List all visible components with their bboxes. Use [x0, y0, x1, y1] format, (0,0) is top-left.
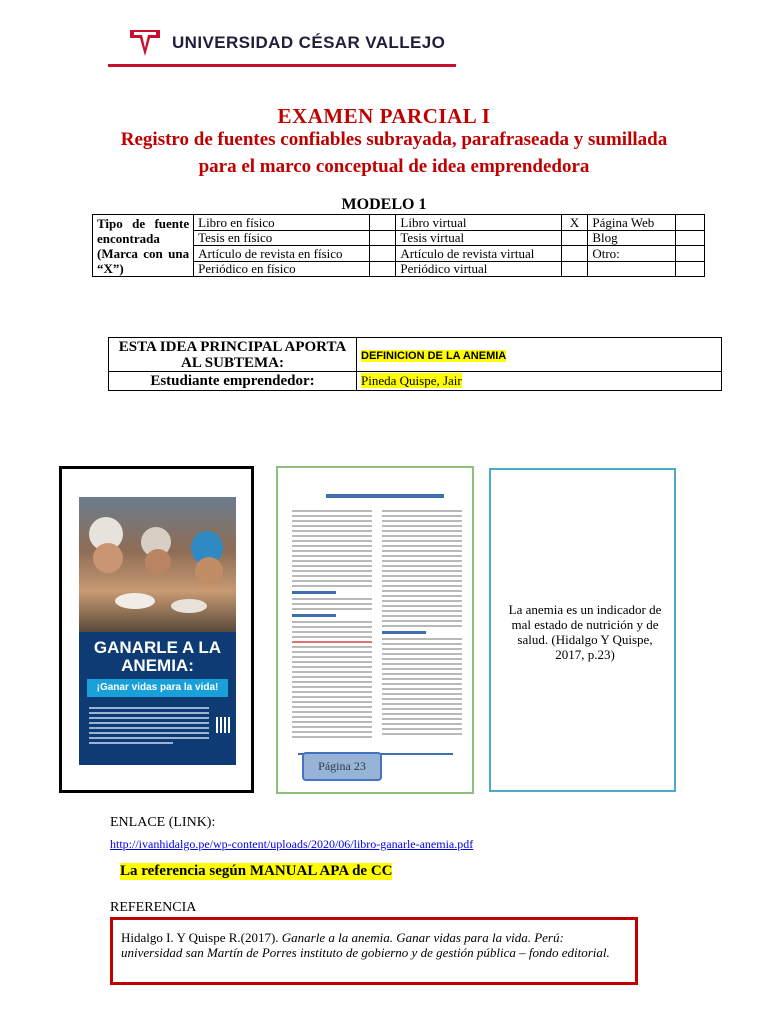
page-number-button[interactable]: Página 23	[302, 752, 382, 781]
option-checkbox[interactable]	[561, 261, 588, 277]
source-type-table	[92, 214, 705, 277]
cover-photo	[79, 497, 236, 632]
summary-box	[489, 468, 676, 792]
child-face-shape	[93, 543, 123, 573]
source-link[interactable]: http://ivanhidalgo.pe/wp-content/uploads/2020/06/libro-ganarle-anemia.pdf	[110, 837, 474, 851]
option-label: Artículo de revista en físico	[194, 246, 369, 262]
reference-title: Ganarle a la anemia. Ganar vidas para la vida. Perú: universidad san Martín de Porres instituto de gobierno y de gestión pública – fondo editorial.	[121, 930, 610, 960]
cover-artwork	[79, 497, 236, 765]
header-divider	[108, 64, 456, 67]
qr-code-icon	[216, 717, 230, 733]
cover-text-block	[89, 707, 209, 747]
option-label: Página Web	[588, 215, 676, 231]
book-page-image	[276, 466, 474, 794]
option-label: Periódico virtual	[396, 261, 561, 277]
university-logo	[128, 26, 445, 60]
option-checkbox[interactable]	[676, 230, 705, 246]
option-checkbox[interactable]	[369, 261, 396, 277]
option-label: Blog	[588, 230, 676, 246]
option-label: Tesis en físico	[194, 230, 369, 246]
student-cell[interactable]	[357, 372, 722, 391]
table-row	[93, 215, 705, 231]
link-label: ENLACE (LINK):	[110, 815, 216, 830]
page-column-left	[292, 510, 372, 741]
option-checkbox[interactable]	[369, 215, 396, 231]
option-checkbox[interactable]	[369, 246, 396, 262]
book-cover-image	[59, 466, 254, 793]
option-checkbox[interactable]	[676, 246, 705, 262]
option-label: Libro en físico	[194, 215, 369, 231]
student-value: Pineda Quispe, Jair	[361, 373, 462, 388]
option-checkbox[interactable]	[676, 215, 705, 231]
reference-authors: Hidalgo I. Y Quispe R.(2017).	[121, 930, 282, 945]
subtopic-label: ESTA IDEA PRINCIPAL APORTA AL SUBTEMA:	[109, 338, 357, 372]
reference-text	[121, 930, 627, 960]
reference-label: REFERENCIA	[110, 900, 197, 915]
summary-text: La anemia es un indicador de mal estado de nutrición y de salud. (Hidalgo Y Quispe, 2017, p.23)	[508, 602, 662, 662]
plate-shape	[115, 593, 155, 609]
option-checkbox[interactable]	[676, 261, 705, 277]
option-label: Otro:	[588, 246, 676, 262]
cover-title: GANARLE A LA ANEMIA:	[93, 638, 222, 675]
model-title: MODELO 1	[341, 196, 427, 213]
apa-heading: La referencia según MANUAL APA de CC	[120, 863, 393, 879]
table-row	[109, 338, 722, 372]
option-label: Periódico en físico	[194, 261, 369, 277]
page-column-right	[382, 510, 462, 738]
option-checkbox[interactable]	[369, 230, 396, 246]
plate-shape	[171, 599, 207, 613]
option-checkbox[interactable]	[561, 230, 588, 246]
option-label: Artículo de revista virtual	[396, 246, 561, 262]
option-checkbox[interactable]	[561, 246, 588, 262]
source-type-label: Tipo de fuente encontrada (Marca con una “X”)	[93, 215, 194, 277]
subtopic-value: DEFINICION DE LA ANEMIA	[361, 349, 507, 362]
table-row	[109, 372, 722, 391]
exam-title: EXAMEN PARCIAL I	[277, 104, 491, 128]
subtopic-cell[interactable]	[357, 338, 722, 372]
idea-table	[108, 337, 722, 391]
option-label	[588, 261, 676, 277]
page-heading-bar	[326, 494, 444, 498]
cover-banner: ¡Ganar vidas para la vida!	[87, 679, 228, 697]
exam-subtitle: Registro de fuentes confiables subrayada, parafraseada y sumillada para el marco conceptual de idea emprendedora	[120, 129, 668, 177]
child-face-shape	[195, 557, 223, 585]
option-checkbox[interactable]: X	[561, 215, 588, 231]
institution-name: UNIVERSIDAD CÉSAR VALLEJO	[172, 33, 446, 52]
child-face-shape	[145, 549, 171, 575]
reference-box	[110, 917, 638, 985]
option-label: Libro virtual	[396, 215, 561, 231]
ucv-shield-icon	[128, 26, 162, 60]
student-label: Estudiante emprendedor:	[109, 372, 357, 391]
option-label: Tesis virtual	[396, 230, 561, 246]
